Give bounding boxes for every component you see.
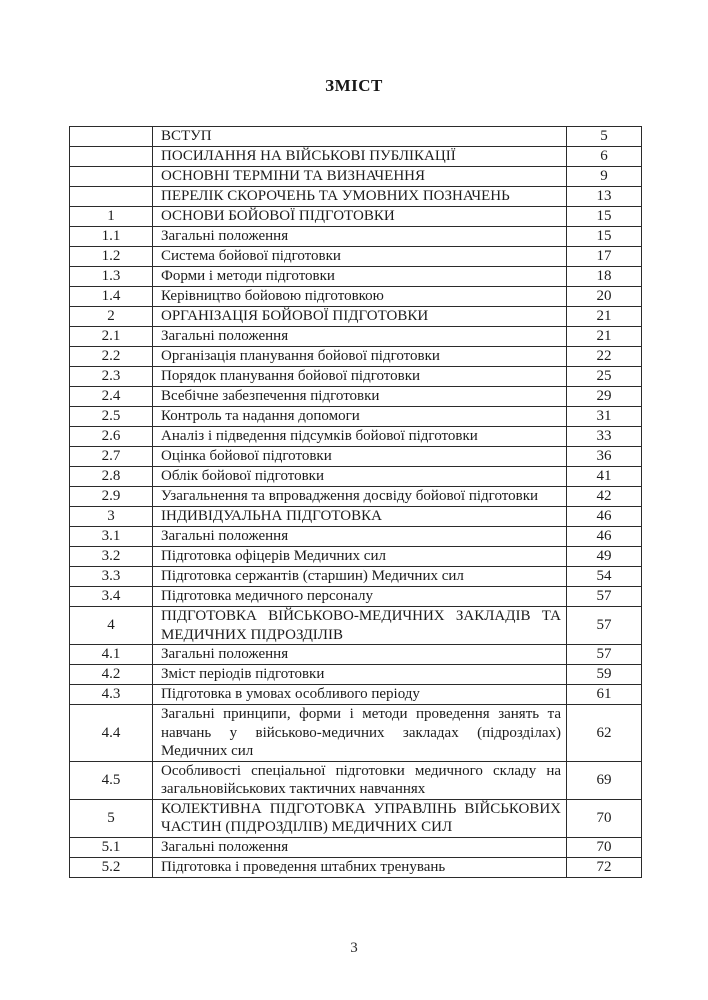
toc-row-number: 4.3 <box>70 685 153 705</box>
table-row <box>70 407 642 427</box>
toc-row-number: 2.6 <box>70 427 153 447</box>
table-row <box>70 427 642 447</box>
table-row <box>70 387 642 407</box>
toc-row-title: КОЛЕКТИВНА ПІДГОТОВКА УПРАВЛІНЬ ВІЙСЬКОВИХ ЧАСТИН (ПІДРОЗДІЛІВ) МЕДИЧНИХ СИЛ <box>153 799 567 837</box>
toc-body <box>70 127 642 878</box>
toc-row-page: 6 <box>567 147 642 167</box>
toc-row-title: Підготовка і проведення штабних тренувань <box>153 857 567 877</box>
toc-row-title: Загальні положення <box>153 837 567 857</box>
toc-row-title: Керівництво бойовою підготовкою <box>153 287 567 307</box>
toc-row-title: Організація планування бойової підготовки <box>153 347 567 367</box>
toc-row-title: Загальні положення <box>153 227 567 247</box>
toc-row-number: 2.5 <box>70 407 153 427</box>
table-row <box>70 467 642 487</box>
toc-row-title: ОСНОВИ БОЙОВОЇ ПІДГОТОВКИ <box>153 207 567 227</box>
toc-row-title: Форми і методи підготовки <box>153 267 567 287</box>
toc-row-number: 4.1 <box>70 645 153 665</box>
table-row <box>70 367 642 387</box>
toc-row-number: 2 <box>70 307 153 327</box>
toc-row-page: 49 <box>567 547 642 567</box>
toc-row-number: 4.4 <box>70 705 153 762</box>
toc-row-number: 5 <box>70 799 153 837</box>
toc-row-page: 42 <box>567 487 642 507</box>
table-row <box>70 567 642 587</box>
toc-row-number: 3 <box>70 507 153 527</box>
toc-row-number: 4.2 <box>70 665 153 685</box>
toc-row-title: Загальні принципи, форми і методи проведення занять та навчань у військово-медичних закладах (підрозділах) Медичних сил <box>153 705 567 762</box>
table-row <box>70 547 642 567</box>
toc-row-number: 1.4 <box>70 287 153 307</box>
toc-row-page: 29 <box>567 387 642 407</box>
toc-row-number: 2.8 <box>70 467 153 487</box>
toc-row-number: 2.7 <box>70 447 153 467</box>
toc-row-number <box>70 187 153 207</box>
toc-row-page: 57 <box>567 587 642 607</box>
table-row <box>70 607 642 645</box>
toc-row-title: ОСНОВНІ ТЕРМІНИ ТА ВИЗНАЧЕННЯ <box>153 167 567 187</box>
toc-row-page: 72 <box>567 857 642 877</box>
toc-row-page: 70 <box>567 837 642 857</box>
toc-row-page: 21 <box>567 307 642 327</box>
toc-row-page: 57 <box>567 607 642 645</box>
toc-row-title: ІНДИВІДУАЛЬНА ПІДГОТОВКА <box>153 507 567 527</box>
page-number: 3 <box>350 940 358 956</box>
toc-row-title: Загальні положення <box>153 327 567 347</box>
toc-row-title: Аналіз і підведення підсумків бойової підготовки <box>153 427 567 447</box>
table-row <box>70 487 642 507</box>
table-row <box>70 837 642 857</box>
toc-row-number: 2.2 <box>70 347 153 367</box>
toc-row-title: Оцінка бойової підготовки <box>153 447 567 467</box>
toc-row-title: Підготовка сержантів (старшин) Медичних сил <box>153 567 567 587</box>
toc-row-title: ВСТУП <box>153 127 567 147</box>
toc-row-number: 2.1 <box>70 327 153 347</box>
toc-row-page: 54 <box>567 567 642 587</box>
toc-row-title: Контроль та надання допомоги <box>153 407 567 427</box>
table-row <box>70 527 642 547</box>
toc-row-page: 15 <box>567 227 642 247</box>
toc-row-number: 3.4 <box>70 587 153 607</box>
toc-table <box>69 126 642 878</box>
toc-row-number: 1.3 <box>70 267 153 287</box>
toc-row-page: 41 <box>567 467 642 487</box>
toc-row-page: 31 <box>567 407 642 427</box>
toc-row-page: 59 <box>567 665 642 685</box>
toc-row-title: Особливості спеціальної підготовки медичного складу на загальновійськових тактичних навчаннях <box>153 761 567 799</box>
toc-row-page: 5 <box>567 127 642 147</box>
toc-row-number <box>70 167 153 187</box>
table-row <box>70 761 642 799</box>
toc-row-number: 1.2 <box>70 247 153 267</box>
toc-row-number: 2.3 <box>70 367 153 387</box>
toc-row-title: Облік бойової підготовки <box>153 467 567 487</box>
toc-row-page: 9 <box>567 167 642 187</box>
table-row <box>70 207 642 227</box>
page-title: ЗМІСТ <box>325 76 383 95</box>
table-row <box>70 507 642 527</box>
table-row <box>70 287 642 307</box>
toc-row-number: 1.1 <box>70 227 153 247</box>
toc-row-page: 17 <box>567 247 642 267</box>
toc-row-number: 5.2 <box>70 857 153 877</box>
toc-row-number: 2.4 <box>70 387 153 407</box>
toc-row-page: 33 <box>567 427 642 447</box>
table-row <box>70 147 642 167</box>
table-row <box>70 327 642 347</box>
toc-row-title: Підготовка в умовах особливого періоду <box>153 685 567 705</box>
table-row <box>70 705 642 762</box>
toc-row-number: 4.5 <box>70 761 153 799</box>
table-row <box>70 645 642 665</box>
toc-row-page: 13 <box>567 187 642 207</box>
toc-row-page: 22 <box>567 347 642 367</box>
table-row <box>70 447 642 467</box>
toc-row-number: 5.1 <box>70 837 153 857</box>
toc-row-number: 1 <box>70 207 153 227</box>
toc-row-number: 3.3 <box>70 567 153 587</box>
table-row <box>70 307 642 327</box>
toc-row-title: Всебічне забезпечення підготовки <box>153 387 567 407</box>
toc-row-title: Підготовка офіцерів Медичних сил <box>153 547 567 567</box>
table-row <box>70 247 642 267</box>
table-row <box>70 227 642 247</box>
toc-row-title: Узагальнення та впровадження досвіду бойової підготовки <box>153 487 567 507</box>
toc-row-page: 46 <box>567 507 642 527</box>
toc-row-title: ПІДГОТОВКА ВІЙСЬКОВО-МЕДИЧНИХ ЗАКЛАДІВ ТА МЕДИЧНИХ ПІДРОЗДІЛІВ <box>153 607 567 645</box>
table-row <box>70 857 642 877</box>
toc-row-number: 3.1 <box>70 527 153 547</box>
toc-row-page: 57 <box>567 645 642 665</box>
table-row <box>70 127 642 147</box>
toc-row-page: 18 <box>567 267 642 287</box>
toc-row-page: 25 <box>567 367 642 387</box>
table-row <box>70 187 642 207</box>
toc-row-page: 62 <box>567 705 642 762</box>
toc-row-page: 61 <box>567 685 642 705</box>
toc-row-title: Система бойової підготовки <box>153 247 567 267</box>
toc-row-number: 3.2 <box>70 547 153 567</box>
toc-row-title: Зміст періодів підготовки <box>153 665 567 685</box>
toc-row-number <box>70 127 153 147</box>
table-row <box>70 587 642 607</box>
table-row <box>70 167 642 187</box>
toc-row-title: Загальні положення <box>153 645 567 665</box>
table-row <box>70 267 642 287</box>
toc-row-title: Підготовка медичного персоналу <box>153 587 567 607</box>
toc-row-title: Загальні положення <box>153 527 567 547</box>
toc-row-page: 20 <box>567 287 642 307</box>
toc-row-title: ОРГАНІЗАЦІЯ БОЙОВОЇ ПІДГОТОВКИ <box>153 307 567 327</box>
toc-row-title: ПЕРЕЛІК СКОРОЧЕНЬ ТА УМОВНИХ ПОЗНАЧЕНЬ <box>153 187 567 207</box>
toc-row-page: 15 <box>567 207 642 227</box>
toc-row-number <box>70 147 153 167</box>
table-row <box>70 347 642 367</box>
table-row <box>70 685 642 705</box>
toc-row-page: 70 <box>567 799 642 837</box>
toc-row-number: 4 <box>70 607 153 645</box>
table-row <box>70 665 642 685</box>
toc-row-page: 69 <box>567 761 642 799</box>
toc-row-page: 21 <box>567 327 642 347</box>
toc-row-title: Порядок планування бойової підготовки <box>153 367 567 387</box>
toc-row-page: 36 <box>567 447 642 467</box>
table-row <box>70 799 642 837</box>
toc-row-page: 46 <box>567 527 642 547</box>
toc-row-title: ПОСИЛАННЯ НА ВІЙСЬКОВІ ПУБЛІКАЦІЇ <box>153 147 567 167</box>
toc-row-number: 2.9 <box>70 487 153 507</box>
